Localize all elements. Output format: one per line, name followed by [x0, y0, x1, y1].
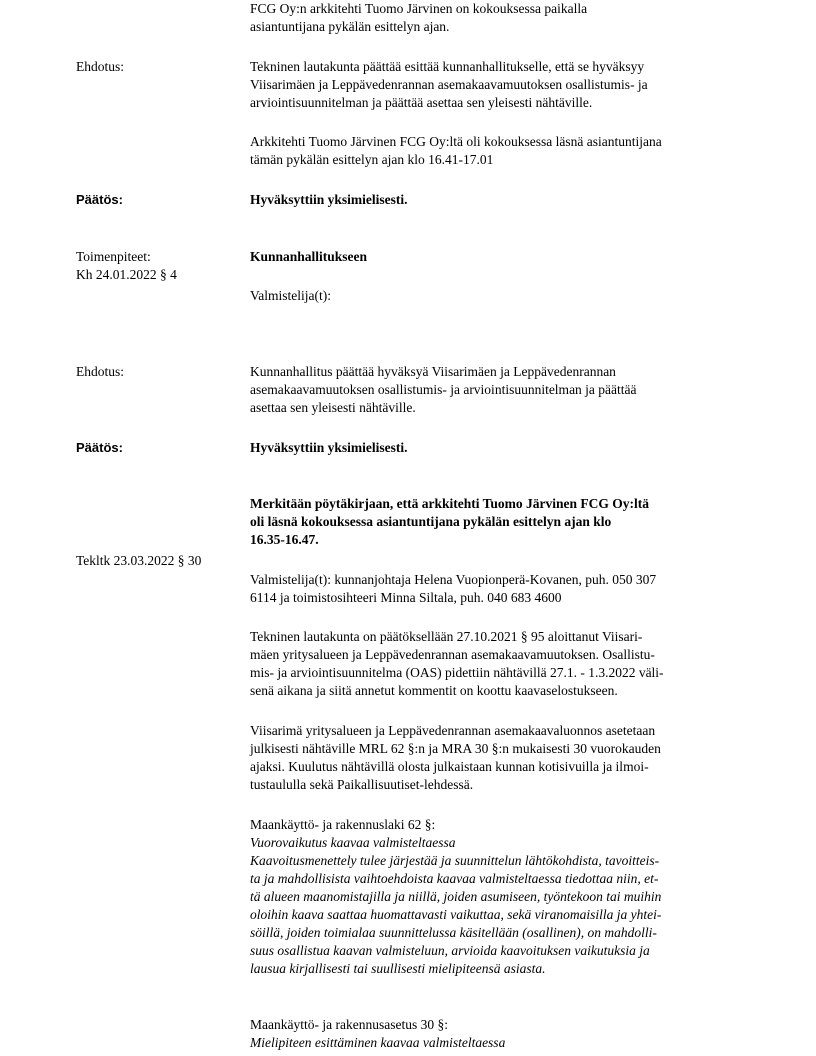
ehdotus-text [250, 363, 750, 417]
text-line: oli läsnä kokouksessa asiantuntijana pykälän esittelyn ajan klo [250, 514, 612, 529]
text-line: julkisesti nähtäville MRL 62 §:n ja MRA 30 §:n mukaisesti 30 vuorokauden [250, 741, 661, 756]
text-line: Vuorovaikutus kaavaa valmisteltaessa [250, 835, 456, 850]
text-line: Tekninen lautakunta on päätöksellään 27.10.2021 § 95 aloittanut Viisari- [250, 629, 643, 644]
text-line: oloihin kaava saattaa huomattavasti vaikuttaa, sekä viranomaisilla ja yhtei- [250, 907, 662, 922]
text-line: Mielipiteen esittäminen kaavaa valmisteltaessa [250, 1035, 506, 1050]
valmistelija-paragraph [250, 571, 750, 607]
tekninen-paragraph [250, 628, 750, 700]
mrl-title: Maankäyttö- ja rakennuslaki 62 §: [250, 817, 436, 832]
text-line: Merkitään pöytäkirjaan, että arkkitehti Tuomo Järvinen FCG Oy:ltä [250, 496, 649, 511]
intro-paragraph [250, 0, 750, 36]
kunnanhallitukseen-heading: Kunnanhallitukseen [250, 249, 368, 264]
text-line: tustaululla sekä Paikallisuutiset-lehdessä. [250, 777, 474, 792]
tekltk-label: Tekltk 23.03.2022 § 30 [76, 553, 202, 568]
paatos-label: Päätös: [76, 440, 123, 455]
viisarima-paragraph [250, 722, 750, 794]
ehdotus-text [250, 58, 750, 112]
text-line: Kunnanhallitus päättää hyväksyä Viisarimäen ja Leppävedenrannan [250, 364, 616, 379]
text-line: arviointisuunnitelman ja päättää asettaa sen yleisesti nähtäville. [250, 95, 593, 110]
text-line: mäen yritysalueen ja Leppävedenrannan asemakaavamuutoksen. Osallistu- [250, 647, 655, 662]
text-line: asemakaavamuutoksen osallistumis- ja arviointisuunnitelman ja päättää [250, 382, 637, 397]
text-line: Viisarimä yritysalueen ja Leppävedenrannan asemakaavaluonnos asetetaan [250, 723, 656, 738]
paatos-text: Hyväksyttiin yksimielisesti. [250, 192, 408, 207]
text-line: Arkkitehti Tuomo Järvinen FCG Oy:ltä oli kokouksessa läsnä asiantuntijana [250, 134, 662, 149]
text-line: mis- ja arviointisuunnitelma (OAS) pidettiin nähtävillä 27.1. - 1.3.2022 väli- [250, 665, 664, 680]
text-line: 16.35-16.47. [250, 532, 319, 547]
arkkitehti-paragraph [250, 133, 750, 169]
text-line: Kaavoitusmenettely tulee järjestää ja suunnittelun lähtökohdista, tavoitteis- [250, 853, 660, 868]
text-line: Toimenpiteet: [76, 249, 151, 264]
paatos-label: Päätös: [76, 192, 123, 207]
text-line: ta ja mahdollisista vaihtoehdoista kaavaa valmisteltaessa tiedottaa niin, et- [250, 871, 659, 886]
valmistelija-empty: Valmistelija(t): [250, 288, 331, 303]
text-line: tämän pykälän esittelyn ajan klo 16.41-17.01 [250, 152, 494, 167]
merkitaan-paragraph [250, 495, 750, 549]
text-line: lausua kirjallisesti tai suullisesti mielipiteensä asiasta. [250, 961, 546, 976]
ehdotus-label: Ehdotus: [76, 364, 125, 379]
text-line: asettaa sen yleisesti nähtäville. [250, 400, 416, 415]
mra-quote [250, 1016, 750, 1052]
paatos-text: Hyväksyttiin yksimielisesti. [250, 440, 408, 455]
toimenpiteet-label [76, 248, 177, 284]
text-line: senä aikana ja siitä annetut kommentit on koottu kaavaselostukseen. [250, 683, 618, 698]
mra-title: Maankäyttö- ja rakennusasetus 30 §: [250, 1017, 448, 1032]
text-line: ajaksi. Kuulutus nähtävillä olosta julkaistaan kunnan kotisivuilla ja ilmoi- [250, 759, 649, 774]
text-line: FCG Oy:n arkkitehti Tuomo Järvinen on kokouksessa paikalla [250, 1, 588, 16]
text-line: söillä, joiden toimialaa suunnittelussa käsitellään (osallinen), on mahdolli- [250, 925, 657, 940]
text-line: Viisarimäen ja Leppävedenrannan asemakaavamuutoksen osallistumis- ja [250, 77, 648, 92]
text-line: Kh 24.01.2022 § 4 [76, 267, 177, 282]
text-line: Valmistelija(t): kunnanjohtaja Helena Vuopionperä-Kovanen, puh. 050 307 [250, 572, 657, 587]
text-line: 6114 ja toimistosihteeri Minna Siltala, puh. 040 683 4600 [250, 590, 562, 605]
text-line: suus osallistua kaavan valmisteluun, arvioida kaavoituksen vaikutuksia ja [250, 943, 650, 958]
ehdotus-label: Ehdotus: [76, 59, 125, 74]
mrl-quote [250, 816, 750, 978]
text-line: asiantuntijana pykälän esittelyn ajan. [250, 19, 450, 34]
text-line: Tekninen lautakunta päättää esittää kunnanhallitukselle, että se hyväksyy [250, 59, 645, 74]
text-line: tä alueen maanomistajilla ja niillä, joiden asumiseen, työntekoon tai muihin [250, 889, 662, 904]
